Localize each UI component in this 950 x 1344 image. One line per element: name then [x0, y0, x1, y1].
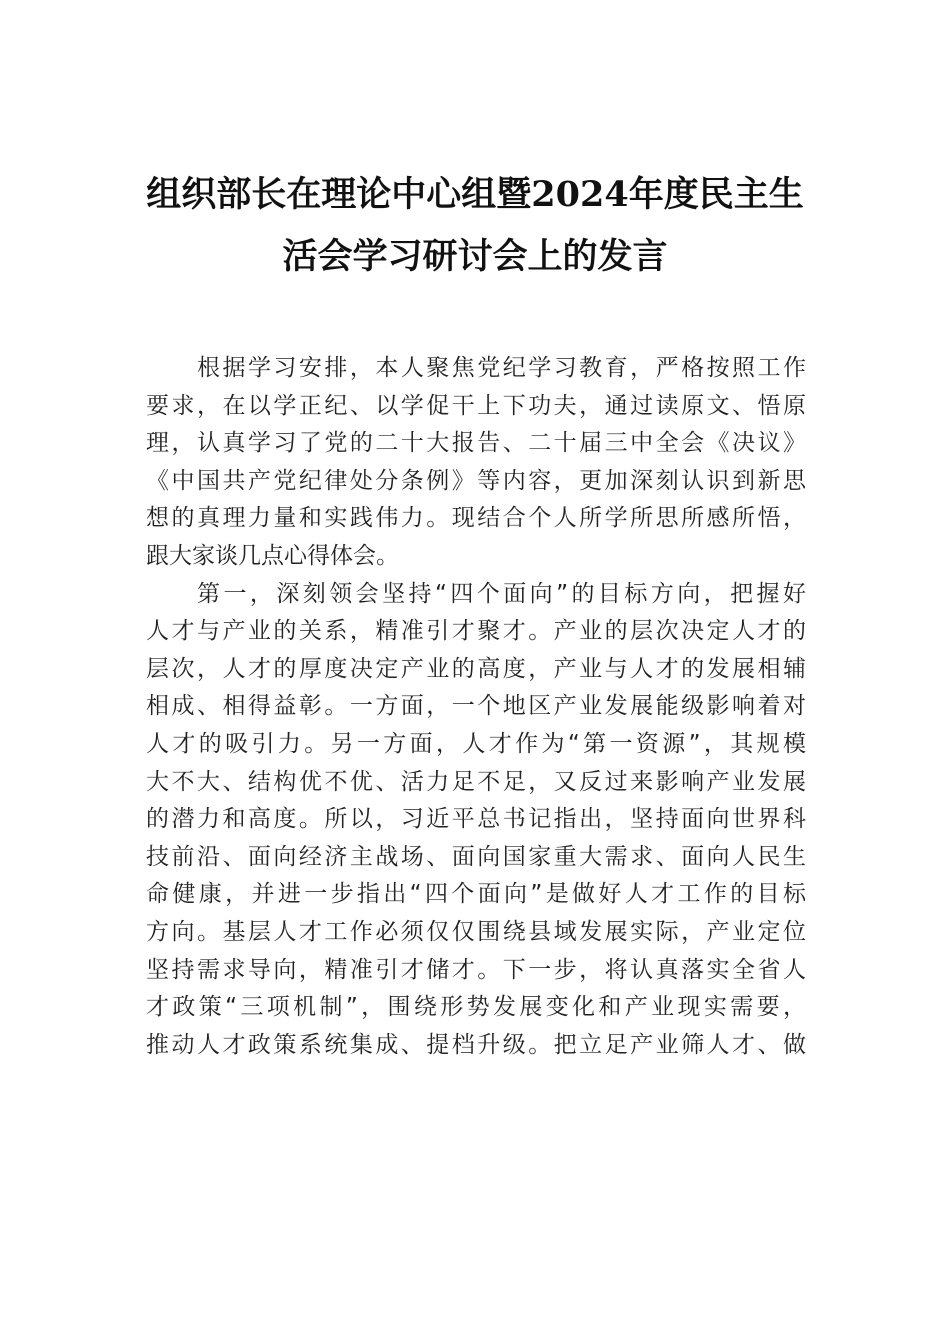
text-line: 跟大家谈几点心得体会。: [146, 542, 399, 569]
title-line: 组织部长在理论中心组暨2024年度民主生: [146, 174, 804, 215]
text-line: 第一，深刻领会坚持“四个面向”的目标方向，把握好: [197, 580, 806, 607]
text-line: 想的真理力量和实践伟力。现结合个人所学所思所感所悟，: [146, 505, 806, 532]
paragraph-first-point: [146, 576, 806, 1065]
text-line: 方向。基层人才工作必须仅仅围绕县域发展实际，产业定位: [146, 918, 806, 945]
text-line: 人才与产业的关系，精准引才聚才。产业的层次决定人才的: [146, 618, 806, 645]
title-line: 活会学习研讨会上的发言: [282, 236, 668, 277]
text-line: 层次，人才的厚度决定产业的高度，产业与人才的发展相辅: [146, 655, 806, 682]
text-line: 才政策“三项机制”，围绕形势发展变化和产业现实需要，: [146, 994, 806, 1021]
text-line: 推动人才政策系统集成、提档升级。把立足产业筛人才、做: [146, 1031, 806, 1058]
text-line: 坚持需求导向，精准引才储才。下一步，将认真落实全省人: [146, 956, 806, 983]
paragraph-intro: [146, 350, 806, 576]
text-line: 大不大、结构优不优、活力足不足，又反过来影响产业发展: [146, 768, 806, 795]
document-title: [110, 164, 840, 288]
text-line: 相成、相得益彰。一方面，一个地区产业发展能级影响着对: [146, 693, 806, 720]
text-line: 理，认真学习了党的二十大报告、二十届三中全会《决议》: [146, 430, 806, 457]
text-line: 根据学习安排，本人聚焦党纪学习教育，严格按照工作: [197, 355, 806, 381]
text-line: 技前沿、面向经济主战场、面向国家重大需求、面向人民生: [146, 843, 806, 870]
text-line: 《中国共产党纪律处分条例》等内容，更加深刻认识到新思: [146, 467, 806, 494]
text-line: 命健康，并进一步指出“四个面向”是做好人才工作的目标: [146, 881, 806, 908]
text-line: 人才的吸引力。另一方面，人才作为“第一资源”，其规模: [146, 730, 806, 757]
text-line: 的潜力和高度。所以，习近平总书记指出，坚持面向世界科: [146, 806, 806, 833]
text-line: 要求，在以学正纪、以学促干上下功夫，通过读原文、悟原: [146, 392, 806, 419]
document-body: [146, 350, 806, 1064]
